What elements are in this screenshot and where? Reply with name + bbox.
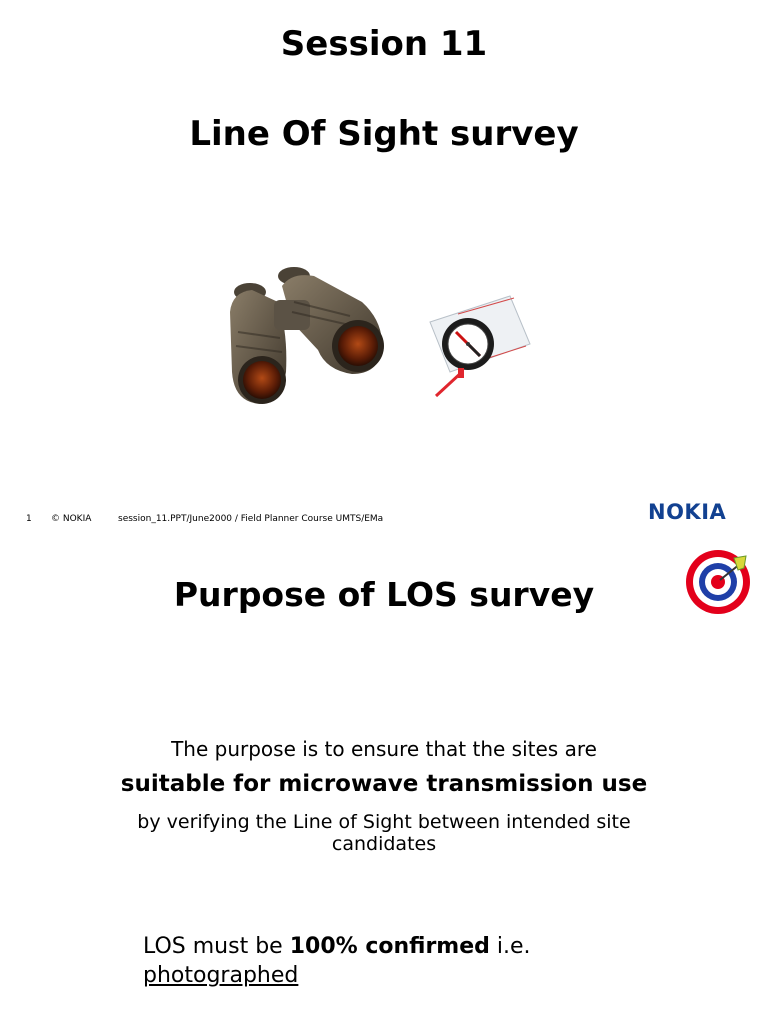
purpose-line-3b: candidates xyxy=(331,833,437,855)
binoculars-icon xyxy=(222,262,392,412)
purpose-line-3a: by verifying the Line of Sight between intended site xyxy=(137,811,631,833)
compass-icon xyxy=(418,292,533,407)
slide2-title: Purpose of LOS survey xyxy=(173,575,595,614)
footer-copyright: © NOKIA xyxy=(51,514,92,524)
footer-file-info: session_11.PPT/June2000 / Field Planner Course UMTS/EMa xyxy=(118,514,384,524)
slide1-subtitle: Line Of Sight survey xyxy=(189,114,579,154)
los-bold: 100% confirmed xyxy=(289,934,490,959)
los-underlined: photographed xyxy=(143,963,299,988)
slide1-title: Session 11 xyxy=(280,24,488,64)
los-prefix: LOS must be xyxy=(143,934,290,959)
footer-page-number: 1 xyxy=(26,514,32,524)
los-suffix: i.e. xyxy=(489,934,531,959)
purpose-line-1: The purpose is to ensure that the sites are xyxy=(171,737,597,761)
purpose-line-3 xyxy=(0,811,768,855)
los-statement xyxy=(143,932,531,990)
purpose-line-2: suitable for microwave transmission use xyxy=(120,771,648,797)
nokia-logo: NOKIA xyxy=(648,500,727,524)
